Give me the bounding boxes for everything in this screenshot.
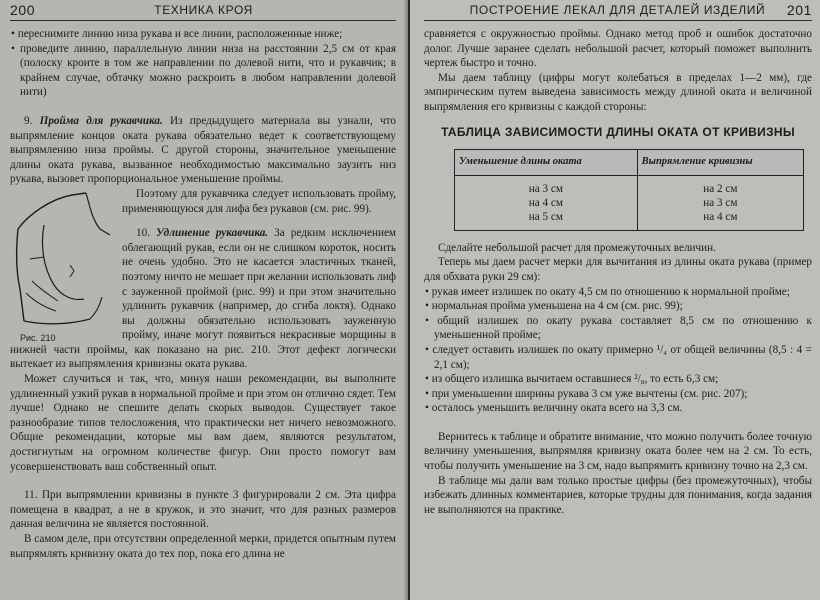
right-page [410, 0, 820, 600]
bullet-item: • общий излишек по окату рукава составляет 8,5 см по отношению к уменьшенной пройме; [425, 314, 812, 342]
right-page-number: 201 [786, 2, 812, 18]
left-page-number: 200 [10, 2, 36, 18]
table-cell-value: на 4 см [703, 210, 738, 223]
table-header-cell: Уменьшение длины оката [455, 150, 638, 176]
paragraph: В таблице мы дали вам только простые цифры (без промежуточных), чтобы избежать длинных комментариев, которые трудны для понимания, когда задания не выполняются на практике. [424, 474, 812, 516]
table-cell-value: на 4 см [528, 196, 563, 209]
section-11: 11. При выпрямлении кривизны в пункте 3 фигурировали 2 см. Эта цифра помещена в квадрат, а не в кружок, и это значит, что для разных размеров данная величина не является постоянной. [10, 489, 396, 531]
section-9-text: Из предыдущего материала вы узнали, что выпрямление концов оката рукава обязательно ведет к соответствующему выпрямлению низа проймы. С другой стороны, значительное уменьшение длины оката рукава, вызванное необходимостью максимально заузить низ рукава, вызовет пропорциональное уменьшение проймы. [10, 114, 396, 186]
table-header-cell: Выпрямление кривизны [637, 150, 803, 176]
section-10-number: 10. [136, 227, 150, 240]
table-cell [637, 175, 803, 230]
section-9 [10, 114, 396, 187]
bullet-item: • из общего излишка вычитаем оставшиеся ²/₈, то есть 6,3 см; [425, 373, 719, 386]
left-page-header [10, 0, 396, 21]
table-header-row [455, 150, 804, 176]
table-cell [455, 175, 638, 230]
bullet-item: • проведите линию, параллельную линии низа на расстоянии 2,5 см от края (полоску кроите в том же направлении по долевой нити, что и рукавчик; в крайнем случае, обтачку можно раскроить в любом направлении долевой нити) [11, 42, 396, 99]
paragraph: сравняется с окружностью проймы. Однако метод проб и ошибок достаточно долог. Лучше заранее сделать небольшой расчет, который поможет выполнить чертеж быстро и точно. [424, 28, 812, 70]
right-running-title: ПОСТРОЕНИЕ ЛЕКАЛ ДЛЯ ДЕТАЛЕЙ ИЗДЕЛИЙ [469, 3, 766, 17]
bullet-item: • при уменьшении ширины рукава 3 см уже вычтены (см. рис. 207); [425, 387, 748, 400]
table-row [455, 175, 804, 230]
bullet-item: • рукав имеет излишек по окату 4,5 см по отношению к нормальной пройме; [425, 285, 790, 298]
left-running-title: ТЕХНИКА КРОЯ [154, 3, 253, 17]
bullet-item: • нормальная пройма уменьшена на 4 см (см. рис. 99); [425, 300, 683, 313]
bullet-item: • перeснимите линию низа рукава и все линии, расположенные ниже; [11, 28, 343, 40]
section-9-continued: Поэтому для рукавчика следует использовать пройму, применяющуюся для лифа без рукавов (см. рис. 99). [122, 187, 396, 215]
paragraph: В самом деле, при отсутствии определенной мерки, придется опытным путем выпрямлять кривизну оката до тех пор, пока его длина не [10, 533, 396, 560]
figure-caption: Рис. 210 [20, 332, 56, 343]
okat-curvature-table [454, 149, 804, 231]
table-cell-value: на 3 см [703, 196, 738, 209]
bullet-item: • следует оставить излишек по окату примерно ¹/₄ от общей величины (8,5 : 4 = 2,1 см); [425, 343, 812, 371]
section-10-heading: Удлинение рукавчика. [156, 227, 269, 240]
section-9-heading: Пройма для рукавчика. [39, 114, 163, 127]
table-title: ТАБЛИЦА ЗАВИСИМОСТИ ДЛИНЫ ОКАТА ОТ КРИВИЗНЫ [441, 124, 795, 139]
left-page-content [10, 27, 396, 561]
sleeve-wrinkles-illustration [10, 189, 116, 331]
paragraph: Может случиться и так, что, минуя наши рекомендации, вы выполните удлиненный узкий рукав в нормальной пройме и при этом он отлично сядет. Тем лучше! Однако не спешите делать скорых выводов. Существует такое разнообразие типов телосложения, что практически нет ничего невозможного. Общие рекомендации, которые мы вам даем, являются результатом, достигнутым на огромном количестве фигур. Они просто помогут вам усовершенствовать ваш собственный опыт. [10, 373, 396, 473]
figure-210 [10, 189, 116, 343]
table-cell-value: на 5 см [528, 210, 563, 223]
paragraph: Теперь мы даем расчет мерки для вычитания из длины оката рукава (пример для обхвата руки 29 см): [424, 256, 812, 283]
paragraph: Вернитесь к таблице и обратите внимание, что можно получить более точную величину уменьшения, выпрямляя кривизну оката более чем на 2 см. То есть, чтобы получить уменьшение на 3 см, надо выпрямить кривизну точно на 2,3 см. [424, 430, 812, 473]
table-cell-value: на 3 см [528, 182, 563, 195]
paragraph: Мы даем таблицу (цифры могут колебаться в пределах 1—2 мм), где эмпирическим путем выведена зависимость между длиной оката и величиной выпрямления его кривизны с каждой стороны: [424, 71, 812, 113]
right-page-content [424, 27, 812, 517]
left-page [0, 0, 408, 600]
section-9-number: 9. [24, 114, 33, 127]
paragraph: Сделайте небольшой расчет для промежуточных величин. [438, 241, 716, 254]
section-10-text: За редким исключением облегающий рукав, если он не слишком короток, носить не очень удобно. Это не касается эластичных тканей, поэтому ничто не мешает при желании использовать лиф с зауженной проймой (рис. 99) и при этом значительно удлинить рукавчик (например, до сгиба локтя). Однако вы должны обязательно использовать зауженную пройму, иначе могут появиться некрасивые морщины в нижней части проймы, как показано на рис. 210. Этот дефект логически вытекает из выпрямления кривизны оката рукава. [10, 227, 396, 371]
bullet-item: • осталось уменьшить величину оката всего на 3,3 см. [425, 402, 683, 415]
table-cell-value: на 2 см [703, 182, 738, 195]
right-page-header [424, 0, 812, 21]
